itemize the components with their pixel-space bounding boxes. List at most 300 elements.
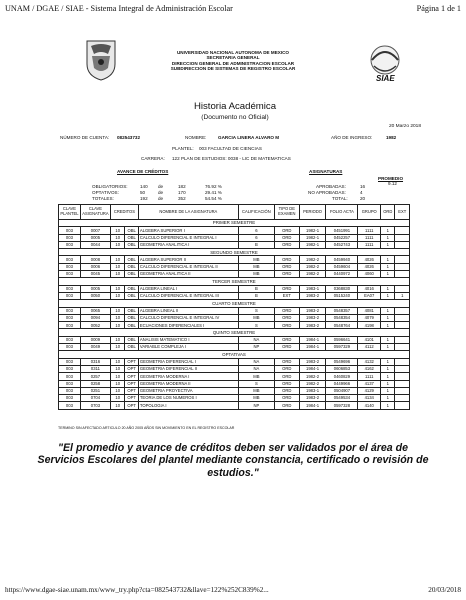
cell-exam-type: ORD xyxy=(274,285,299,292)
cell-subject-type: OBL xyxy=(125,322,138,329)
cell-subject-key: 0316 xyxy=(80,358,110,365)
cell-ext xyxy=(395,285,410,292)
cell-campus-key: 003 xyxy=(59,322,81,329)
cell-exam-type: ORD xyxy=(274,344,299,351)
cell-campus-key: 003 xyxy=(59,307,81,314)
cell-credits: 10 xyxy=(111,307,125,314)
cell-credits: 10 xyxy=(111,402,125,409)
cell-grade: S xyxy=(238,380,274,387)
cell-subject-key: 0008 xyxy=(80,256,110,263)
cell-campus-key: 003 xyxy=(59,292,81,299)
semester-header-row xyxy=(59,351,410,358)
cell-period: 1982-1 xyxy=(299,241,326,248)
semester-title: PRIMER SEMESTRE xyxy=(59,220,410,227)
subjects-label: NO APROBADAS: xyxy=(308,190,346,195)
cell-subject-name: ALGEBRA LINEAL I xyxy=(138,285,238,292)
summary-label: OBLIGATORIOS: xyxy=(92,184,128,189)
cell-period: 1983-2 xyxy=(299,292,326,299)
cell-subject-name: CALCULO DIFERENCIAL E INTEGRAL III xyxy=(138,292,238,299)
cell-ext xyxy=(395,344,410,351)
cell-folio: 0596641 xyxy=(326,336,358,343)
cell-exam-type: ORD xyxy=(274,263,299,270)
page-subtitle: (Documento no Oficial) xyxy=(201,114,269,121)
cell-grade: MB xyxy=(238,314,274,321)
cell-folio: 0548357 xyxy=(326,307,358,314)
cell-credits: 10 xyxy=(111,227,125,234)
table-header-row xyxy=(59,205,410,220)
program: 122 PLAN DE ESTUDIOS: 0038 - LIC DE MATEMATICAS xyxy=(172,156,291,161)
cell-credits: 10 xyxy=(111,387,125,394)
cell-grade: NP xyxy=(238,402,274,409)
cell-subject-name: ALGEBRA LINEAL II xyxy=(138,307,238,314)
cell-folio: 0548354 xyxy=(326,314,358,321)
cell-campus-key: 003 xyxy=(59,285,81,292)
col-header-subject-name: NOMBRE DE LA ASIGNATURA xyxy=(138,205,238,220)
table-row xyxy=(59,263,410,270)
cell-credits: 10 xyxy=(111,358,125,365)
cell-grade: 6 xyxy=(238,234,274,241)
cell-group: 1111 xyxy=(358,373,381,380)
cell-subject-type: OPT xyxy=(125,387,138,394)
table-row xyxy=(59,292,410,299)
table-row xyxy=(59,241,410,248)
cell-exam-type: ORD xyxy=(274,227,299,234)
cell-period: 1983-2 xyxy=(299,307,326,314)
cell-campus-key: 003 xyxy=(59,365,81,372)
cell-ord: 1 xyxy=(381,336,395,343)
cell-period: 1982-2 xyxy=(299,373,326,380)
cell-subject-type: OPT xyxy=(125,373,138,380)
cell-group: 4060 xyxy=(358,271,381,278)
cell-subject-key: 0049 xyxy=(80,344,110,351)
cell-group: 4079 xyxy=(358,314,381,321)
cell-ord: 1 xyxy=(381,402,395,409)
cell-grade: MB xyxy=(238,256,274,263)
cell-ext xyxy=(395,402,410,409)
cell-subject-type: OPT xyxy=(125,358,138,365)
table-row xyxy=(59,307,410,314)
institution-heading xyxy=(110,50,356,71)
cell-subject-name: GEOMETRIA PROYECTIVA xyxy=(138,387,238,394)
cell-exam-type: ORD xyxy=(274,307,299,314)
cell-period: 1982-2 xyxy=(299,271,326,278)
cell-folio: 0460829 xyxy=(326,373,358,380)
admission-year-label: AÑO DE INGRESO: xyxy=(331,135,373,140)
cell-ext xyxy=(395,387,410,394)
cell-ord: 1 xyxy=(381,241,395,248)
cell-group: 4026 xyxy=(358,263,381,270)
cell-ext xyxy=(395,271,410,278)
cell-subject-key: 0005 xyxy=(80,285,110,292)
cell-exam-type: ORD xyxy=(274,271,299,278)
cell-campus-key: 003 xyxy=(59,314,81,321)
cell-subject-type: OBL xyxy=(125,234,138,241)
cell-subject-type: OBL xyxy=(125,263,138,270)
courses-table xyxy=(58,204,410,410)
cell-grade: MB xyxy=(238,387,274,394)
print-footer-date: 20/03/2018 xyxy=(428,586,461,594)
table-row xyxy=(59,395,410,402)
summary-earned: 140 xyxy=(140,184,148,189)
cell-subject-name: TOPOLOGIA I xyxy=(138,402,238,409)
cell-ord: 1 xyxy=(381,373,395,380)
cell-folio: 0459604 xyxy=(326,263,358,270)
semester-title: OPTATIVAS xyxy=(59,351,410,358)
cell-subject-type: OBL xyxy=(125,256,138,263)
cell-ord: 1 xyxy=(381,271,395,278)
cell-ord: 1 xyxy=(381,285,395,292)
table-row xyxy=(59,336,410,343)
cell-subject-key: 0006 xyxy=(80,263,110,270)
table-row xyxy=(59,380,410,387)
cell-ext xyxy=(395,365,410,372)
subjects-count: 16 xyxy=(360,184,366,189)
semester-header-row xyxy=(59,220,410,227)
cell-folio: 0452743 xyxy=(326,241,358,248)
table-row xyxy=(59,402,410,409)
cell-folio: 0549534 xyxy=(326,395,358,402)
cell-campus-key: 003 xyxy=(59,241,81,248)
cell-grade: MB xyxy=(238,263,274,270)
cell-subject-type: OBL xyxy=(125,344,138,351)
cell-grade: B xyxy=(238,241,274,248)
cell-subject-key: 0251 xyxy=(80,387,110,394)
cell-period: 1982-1 xyxy=(299,227,326,234)
cell-campus-key: 003 xyxy=(59,227,81,234)
cell-subject-key: 0704 xyxy=(80,395,110,402)
cell-subject-type: OBL xyxy=(125,271,138,278)
cell-subject-type: OBL xyxy=(125,227,138,234)
table-row xyxy=(59,344,410,351)
cell-subject-key: 0007 xyxy=(80,227,110,234)
cell-ext xyxy=(395,314,410,321)
cell-ext xyxy=(395,307,410,314)
cell-period: 1983-1 xyxy=(299,387,326,394)
cell-campus-key: 003 xyxy=(59,271,81,278)
cell-folio: 0515240 xyxy=(326,292,358,299)
cell-ord: 1 xyxy=(381,365,395,372)
cell-credits: 10 xyxy=(111,322,125,329)
cell-ext xyxy=(395,358,410,365)
summary-required: 182 xyxy=(178,184,186,189)
cell-ext xyxy=(395,395,410,402)
cell-subject-type: OPT xyxy=(125,380,138,387)
cell-exam-type: EXT xyxy=(274,292,299,299)
cell-ord: 1 xyxy=(381,322,395,329)
cell-ext xyxy=(395,227,410,234)
cell-folio: 0548764 xyxy=(326,322,358,329)
cell-exam-type: ORD xyxy=(274,402,299,409)
cell-credits: 10 xyxy=(111,373,125,380)
table-row xyxy=(59,358,410,365)
cell-folio: 0368830 xyxy=(326,285,358,292)
cell-campus-key: 003 xyxy=(59,402,81,409)
semester-header-row xyxy=(59,329,410,336)
print-header-title: UNAM / DGAE / SIAE - Sistema Integral de Administración Escolar xyxy=(5,4,233,13)
table-row xyxy=(59,271,410,278)
col-header-ext: EXT xyxy=(395,205,410,220)
col-header-subject-key: CLAVE ASIGNATURA xyxy=(80,205,110,220)
cell-exam-type: ORD xyxy=(274,365,299,372)
summary-earned: 50 xyxy=(140,190,146,195)
cell-grade: MB xyxy=(238,373,274,380)
cell-subject-key: 0045 xyxy=(80,271,110,278)
admission-year: 1982 xyxy=(386,135,397,140)
cell-period: 1984-1 xyxy=(299,402,326,409)
col-header-ord: ORD xyxy=(381,205,395,220)
document-date: 20 Marzo 2018 xyxy=(389,124,421,129)
table-row xyxy=(59,285,410,292)
cell-credits: 10 xyxy=(111,365,125,372)
cell-ext xyxy=(395,322,410,329)
cell-group: 4162 xyxy=(358,365,381,372)
institution-line1: UNIVERSIDAD NACIONAL AUTONOMA DE MEXICO xyxy=(176,50,290,55)
cell-subject-key: 0703 xyxy=(80,402,110,409)
cell-group: 4140 xyxy=(358,402,381,409)
cell-subject-key: 0044 xyxy=(80,241,110,248)
print-header-page: Página 1 de 1 xyxy=(416,4,461,13)
cell-subject-key: 0065 xyxy=(80,307,110,314)
cell-grade: NA xyxy=(238,365,274,372)
summary-percent: 76.92 % xyxy=(205,184,222,189)
cell-credits: 10 xyxy=(111,292,125,299)
summary-required: 170 xyxy=(178,190,186,195)
institution-line3: DIRECCION GENERAL DE ADMINISTRACION ESCOLAR xyxy=(171,60,295,66)
institution-line4: SUBDIRECCION DE SISTEMAS DE REGISTRO ESCOLAR xyxy=(170,65,296,71)
validation-notice: "El promedio y avance de créditos deben ser validados por el área de Servicios Escolares del plantel mediante constancia, certificado o revisión de estudios." xyxy=(37,442,429,479)
subjects-count: 4 xyxy=(360,190,363,195)
cell-grade: NA xyxy=(238,358,274,365)
cell-campus-key: 003 xyxy=(59,263,81,270)
table-row xyxy=(59,365,410,372)
cell-ord: 1 xyxy=(381,256,395,263)
cell-group: 4137 xyxy=(358,380,381,387)
cell-campus-key: 003 xyxy=(59,344,81,351)
cell-grade: NP xyxy=(238,344,274,351)
semester-title: CUARTO SEMESTRE xyxy=(59,300,410,307)
cell-exam-type: ORD xyxy=(274,234,299,241)
col-header-group: GRUPO xyxy=(358,205,381,220)
cell-credits: 10 xyxy=(111,395,125,402)
cell-grade: S xyxy=(238,322,274,329)
cell-period: 1982-2 xyxy=(299,380,326,387)
cell-exam-type: ORD xyxy=(274,336,299,343)
cell-ord: 1 xyxy=(381,380,395,387)
cell-exam-type: ORD xyxy=(274,358,299,365)
cell-campus-key: 003 xyxy=(59,373,81,380)
cell-period: 1983-2 xyxy=(299,314,326,321)
cell-folio: 0452257 xyxy=(326,234,358,241)
cell-grade: 6 xyxy=(238,227,274,234)
cell-period: 1983-2 xyxy=(299,322,326,329)
cell-ord: 1 xyxy=(381,387,395,394)
summary-required: 352 xyxy=(178,196,186,201)
cell-folio: 0440972 xyxy=(326,271,358,278)
account-label: NÚMERO DE CUENTA: xyxy=(60,135,110,140)
summary-percent: 54.54 % xyxy=(205,196,222,201)
subjects-title: ASIGNATURAS xyxy=(309,169,343,174)
cell-folio: 0597329 xyxy=(326,344,358,351)
cell-credits: 10 xyxy=(111,271,125,278)
cell-group: EA07 xyxy=(358,292,381,299)
cell-subject-key: 0257 xyxy=(80,373,110,380)
cell-ext xyxy=(395,373,410,380)
summary-de: de xyxy=(158,196,164,201)
cell-subject-name: TEORIA DE LOS NUMEROS I xyxy=(138,395,238,402)
cell-folio: 0504907 xyxy=(326,387,358,394)
cell-subject-name: GEOMETRIA ANALITICA II xyxy=(138,271,238,278)
cell-ord: 1 xyxy=(381,358,395,365)
cell-subject-name: VARIABLE COMPLEJA I xyxy=(138,344,238,351)
cell-credits: 10 xyxy=(111,336,125,343)
semester-header-row xyxy=(59,300,410,307)
semester-header-row xyxy=(59,249,410,256)
cell-subject-name: CALCULO DIFERENCIAL E INTEGRAL II xyxy=(138,263,238,270)
cell-ext xyxy=(395,380,410,387)
cell-subject-name: ECUACIONES DIFERENCIALES I xyxy=(138,322,238,329)
cell-exam-type: ORD xyxy=(274,314,299,321)
cell-subject-key: 0009 xyxy=(80,336,110,343)
cell-exam-type: ORD xyxy=(274,380,299,387)
cell-group: 4198 xyxy=(358,322,381,329)
table-row xyxy=(59,314,410,321)
siae-logo xyxy=(362,40,408,88)
cell-subject-name: ALGEBRA SUPERIOR II xyxy=(138,256,238,263)
table-row xyxy=(59,387,410,394)
cell-group: 1111 xyxy=(358,227,381,234)
institution-line2: SECRETARIA GENERAL xyxy=(206,55,260,61)
cell-exam-type: ORD xyxy=(274,395,299,402)
cell-group: 4129 xyxy=(358,387,381,394)
cell-subject-name: CALCULO DIFERENCIAL E INTEGRAL IV xyxy=(138,314,238,321)
cell-credits: 10 xyxy=(111,241,125,248)
cell-group: 4016 xyxy=(358,285,381,292)
name-label: NOMBRE: xyxy=(185,135,207,140)
col-header-credits: CREDITOS xyxy=(111,205,139,220)
cell-subject-key: 0052 xyxy=(80,322,110,329)
cell-subject-name: GEOMETRIA ANALITICA I xyxy=(138,241,238,248)
cell-subject-type: OBL xyxy=(125,292,138,299)
summary-percent: 29.41 % xyxy=(205,190,222,195)
cell-subject-name: GEOMETRIA MODERNA I xyxy=(138,373,238,380)
cell-period: 1984-1 xyxy=(299,344,326,351)
cell-credits: 10 xyxy=(111,285,125,292)
cell-credits: 10 xyxy=(111,234,125,241)
cell-ext xyxy=(395,241,410,248)
cell-folio: 0549696 xyxy=(326,358,358,365)
cell-subject-name: ALGEBRA SUPERIOR I xyxy=(138,227,238,234)
col-header-grade: CALIFICACIÓN xyxy=(238,205,274,220)
summary-earned: 192 xyxy=(140,196,148,201)
campus: 003 FACULTAD DE CIENCIAS xyxy=(199,146,262,151)
cell-subject-name: ANALISIS MATEMATICO I xyxy=(138,336,238,343)
print-header xyxy=(5,4,461,18)
col-header-exam-type: TIPO DE EXAMEN xyxy=(274,205,299,220)
student-name: GARCIA LINERA ALVARO M xyxy=(218,135,280,140)
semester-title: TERCER SEMESTRE xyxy=(59,278,410,285)
cell-group: 4101 xyxy=(358,336,381,343)
cell-exam-type: ORD xyxy=(274,387,299,394)
table-row xyxy=(59,256,410,263)
cell-ord: 1 xyxy=(381,307,395,314)
cell-campus-key: 003 xyxy=(59,256,81,263)
program-label: CARRERA: xyxy=(141,156,165,161)
cell-ext xyxy=(395,263,410,270)
cell-credits: 10 xyxy=(111,380,125,387)
cell-folio: 0597328 xyxy=(326,402,358,409)
cell-subject-type: OPT xyxy=(125,395,138,402)
cell-subject-name: CALCULO DIFERENCIAL E INTEGRAL I xyxy=(138,234,238,241)
cell-group: 4026 xyxy=(358,256,381,263)
cell-subject-type: OBL xyxy=(125,336,138,343)
semester-title: SEGUNDO SEMESTRE xyxy=(59,249,410,256)
summary-label: TOTALES: xyxy=(92,196,114,201)
cell-grade: B xyxy=(238,292,274,299)
summary-label: OPTATIVOS: xyxy=(92,190,119,195)
cell-campus-key: 003 xyxy=(59,380,81,387)
cell-period: 1982-2 xyxy=(299,263,326,270)
table-row xyxy=(59,227,410,234)
cell-ord: 1 xyxy=(381,263,395,270)
cell-period: 1982-2 xyxy=(299,256,326,263)
cell-subject-type: OPT xyxy=(125,402,138,409)
cell-period: 1984-1 xyxy=(299,336,326,343)
cell-ord: 1 xyxy=(381,292,395,299)
cell-ord: 1 xyxy=(381,227,395,234)
print-footer-url: https://www.dgae-siae.unam.mx/www_try.php?cta=082543732&llave=122%252C839%2... xyxy=(5,586,269,594)
cell-subject-name: GEOMETRIA MODERNA II xyxy=(138,380,238,387)
cell-grade: B xyxy=(238,285,274,292)
cell-folio: 0449966 xyxy=(326,380,358,387)
cell-credits: 10 xyxy=(111,263,125,270)
cell-grade: NA xyxy=(238,336,274,343)
account-number: 082543732 xyxy=(117,135,140,140)
cell-ord: 1 xyxy=(381,395,395,402)
cell-exam-type: ORD xyxy=(274,241,299,248)
cell-campus-key: 003 xyxy=(59,358,81,365)
cell-folio: 0451991 xyxy=(326,227,358,234)
cell-group: 1111 xyxy=(358,234,381,241)
credits-progress-title: AVANCE DE CRÉDITOS xyxy=(117,169,169,174)
cell-subject-type: OPT xyxy=(125,365,138,372)
subjects-count: 20 xyxy=(360,196,366,201)
cell-subject-type: OBL xyxy=(125,285,138,292)
cell-credits: 10 xyxy=(111,314,125,321)
cell-ext: 1 xyxy=(395,292,410,299)
cell-subject-name: GEOMETRIA DIFERENCIAL I xyxy=(138,358,238,365)
cell-ext xyxy=(395,234,410,241)
cell-campus-key: 003 xyxy=(59,234,81,241)
cell-ord: 1 xyxy=(381,314,395,321)
cell-subject-key: 0258 xyxy=(80,380,110,387)
cell-exam-type: ORD xyxy=(274,322,299,329)
cell-subject-type: OBL xyxy=(125,314,138,321)
cell-period: 1983-2 xyxy=(299,395,326,402)
campus-label: PLANTEL: xyxy=(172,146,194,151)
col-header-campus: CLAVE PLANTEL xyxy=(59,205,81,220)
cell-subject-type: OBL xyxy=(125,241,138,248)
cell-period: 1983-2 xyxy=(299,358,326,365)
cell-campus-key: 003 xyxy=(59,395,81,402)
cell-campus-key: 003 xyxy=(59,387,81,394)
cell-subject-key: 0311 xyxy=(80,365,110,372)
cell-ext xyxy=(395,336,410,343)
semester-title: QUINTO SEMESTRE xyxy=(59,329,410,336)
col-header-folio: FOLIO ACTA xyxy=(326,205,358,220)
cell-period: 1982-1 xyxy=(299,234,326,241)
cell-grade: MB xyxy=(238,395,274,402)
cell-grade: MB xyxy=(238,271,274,278)
